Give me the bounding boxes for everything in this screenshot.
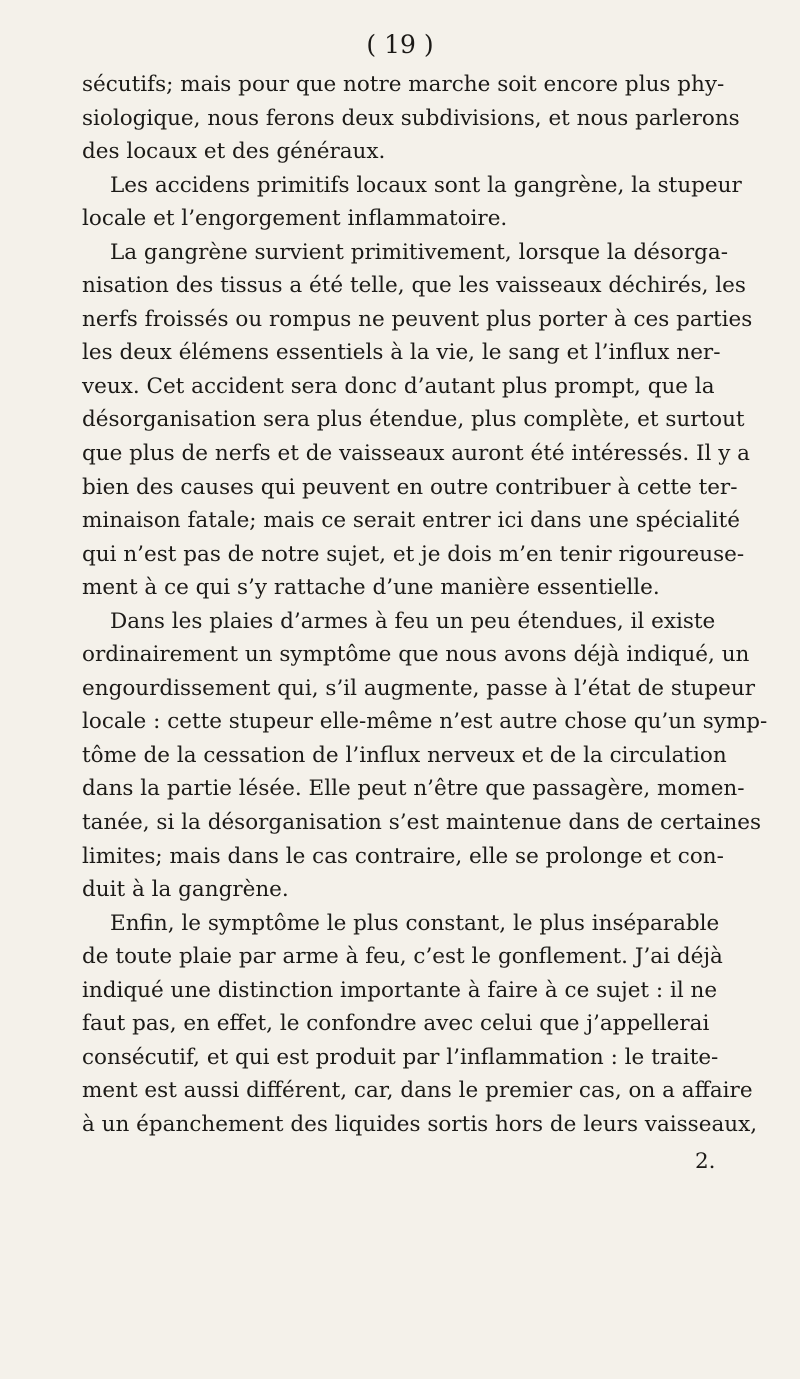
text-line: nerfs froissés ou rompus ne peuvent plus porter à ces parties bbox=[82, 306, 753, 332]
signature-mark: 2. bbox=[695, 1149, 716, 1174]
text-line: locale et l’engorgement inflammatoire. bbox=[82, 206, 508, 232]
text-line: bien des causes qui peuvent en outre contribuer à cette ter- bbox=[82, 474, 738, 500]
text-line: dans la partie lésée. Elle peut n’être que passagère, momen- bbox=[82, 776, 745, 802]
text-line: nisation des tissus a été telle, que les vaisseaux déchirés, les bbox=[82, 273, 746, 299]
text-line: consécutif, et qui est produit par l’inflammation : le traite- bbox=[82, 1044, 719, 1070]
text-line: Les accidens primitifs locaux sont la gangrène, la stupeur bbox=[110, 172, 742, 198]
text-line: les deux élémens essentiels à la vie, le sang et l’influx ner- bbox=[82, 340, 721, 366]
text-line: engourdissement qui, s’il augmente, passe à l’état de stupeur bbox=[82, 675, 755, 701]
text-line: faut pas, en effet, le confondre avec celui que j’appellerai bbox=[82, 1011, 710, 1037]
text-line: locale : cette stupeur elle-même n’est autre chose qu’un symp- bbox=[82, 709, 768, 735]
text-line: sécutifs; mais pour que notre marche soit encore plus phy- bbox=[82, 72, 725, 97]
text-line: Dans les plaies d’armes à feu un peu étendues, il existe bbox=[110, 608, 716, 634]
text-line: qui n’est pas de notre sujet, et je dois m’en tenir rigoureuse- bbox=[82, 541, 745, 567]
body-text bbox=[82, 68, 768, 1142]
text-line: ordinairement un symptôme que nous avons déjà indiqué, un bbox=[82, 642, 750, 668]
text-line: que plus de nerfs et de vaisseaux auront été intéressés. Il y a bbox=[82, 441, 751, 467]
text-line: désorganisation sera plus étendue, plus complète, et surtout bbox=[82, 407, 745, 433]
text-line: tanée, si la désorganisation s’est maintenue dans de certaines bbox=[82, 810, 761, 836]
page-number: ( 19 ) bbox=[366, 30, 434, 59]
text-line: Enfin, le symptôme le plus constant, le plus inséparable bbox=[110, 910, 720, 936]
text-line: ment est aussi différent, car, dans le premier cas, on a affaire bbox=[82, 1078, 753, 1104]
text-line: siologique, nous ferons deux subdivisions, et nous parlerons bbox=[82, 105, 740, 131]
text-line: La gangrène survient primitivement, lorsque la désorga- bbox=[110, 239, 728, 265]
text-line: de toute plaie par arme à feu, c’est le gonflement. J’ai déjà bbox=[82, 944, 723, 970]
text-line: minaison fatale; mais ce serait entrer ici dans une spécialité bbox=[82, 508, 740, 534]
text-line: des locaux et des généraux. bbox=[82, 139, 386, 165]
text-line: duit à la gangrène. bbox=[82, 877, 289, 903]
text-line: ment à ce qui s’y rattache d’une manière essentielle. bbox=[82, 575, 660, 601]
text-line: limites; mais dans le cas contraire, elle se prolonge et con- bbox=[82, 843, 724, 869]
text-line: à un épanchement des liquides sortis hors de leurs vaisseaux, bbox=[82, 1111, 758, 1137]
text-line: tôme de la cessation de l’influx nerveux et de la circulation bbox=[82, 742, 727, 768]
text-line: veux. Cet accident sera donc d’autant plus prompt, que la bbox=[82, 373, 715, 399]
text-line: indiqué une distinction importante à faire à ce sujet : il ne bbox=[82, 977, 718, 1003]
